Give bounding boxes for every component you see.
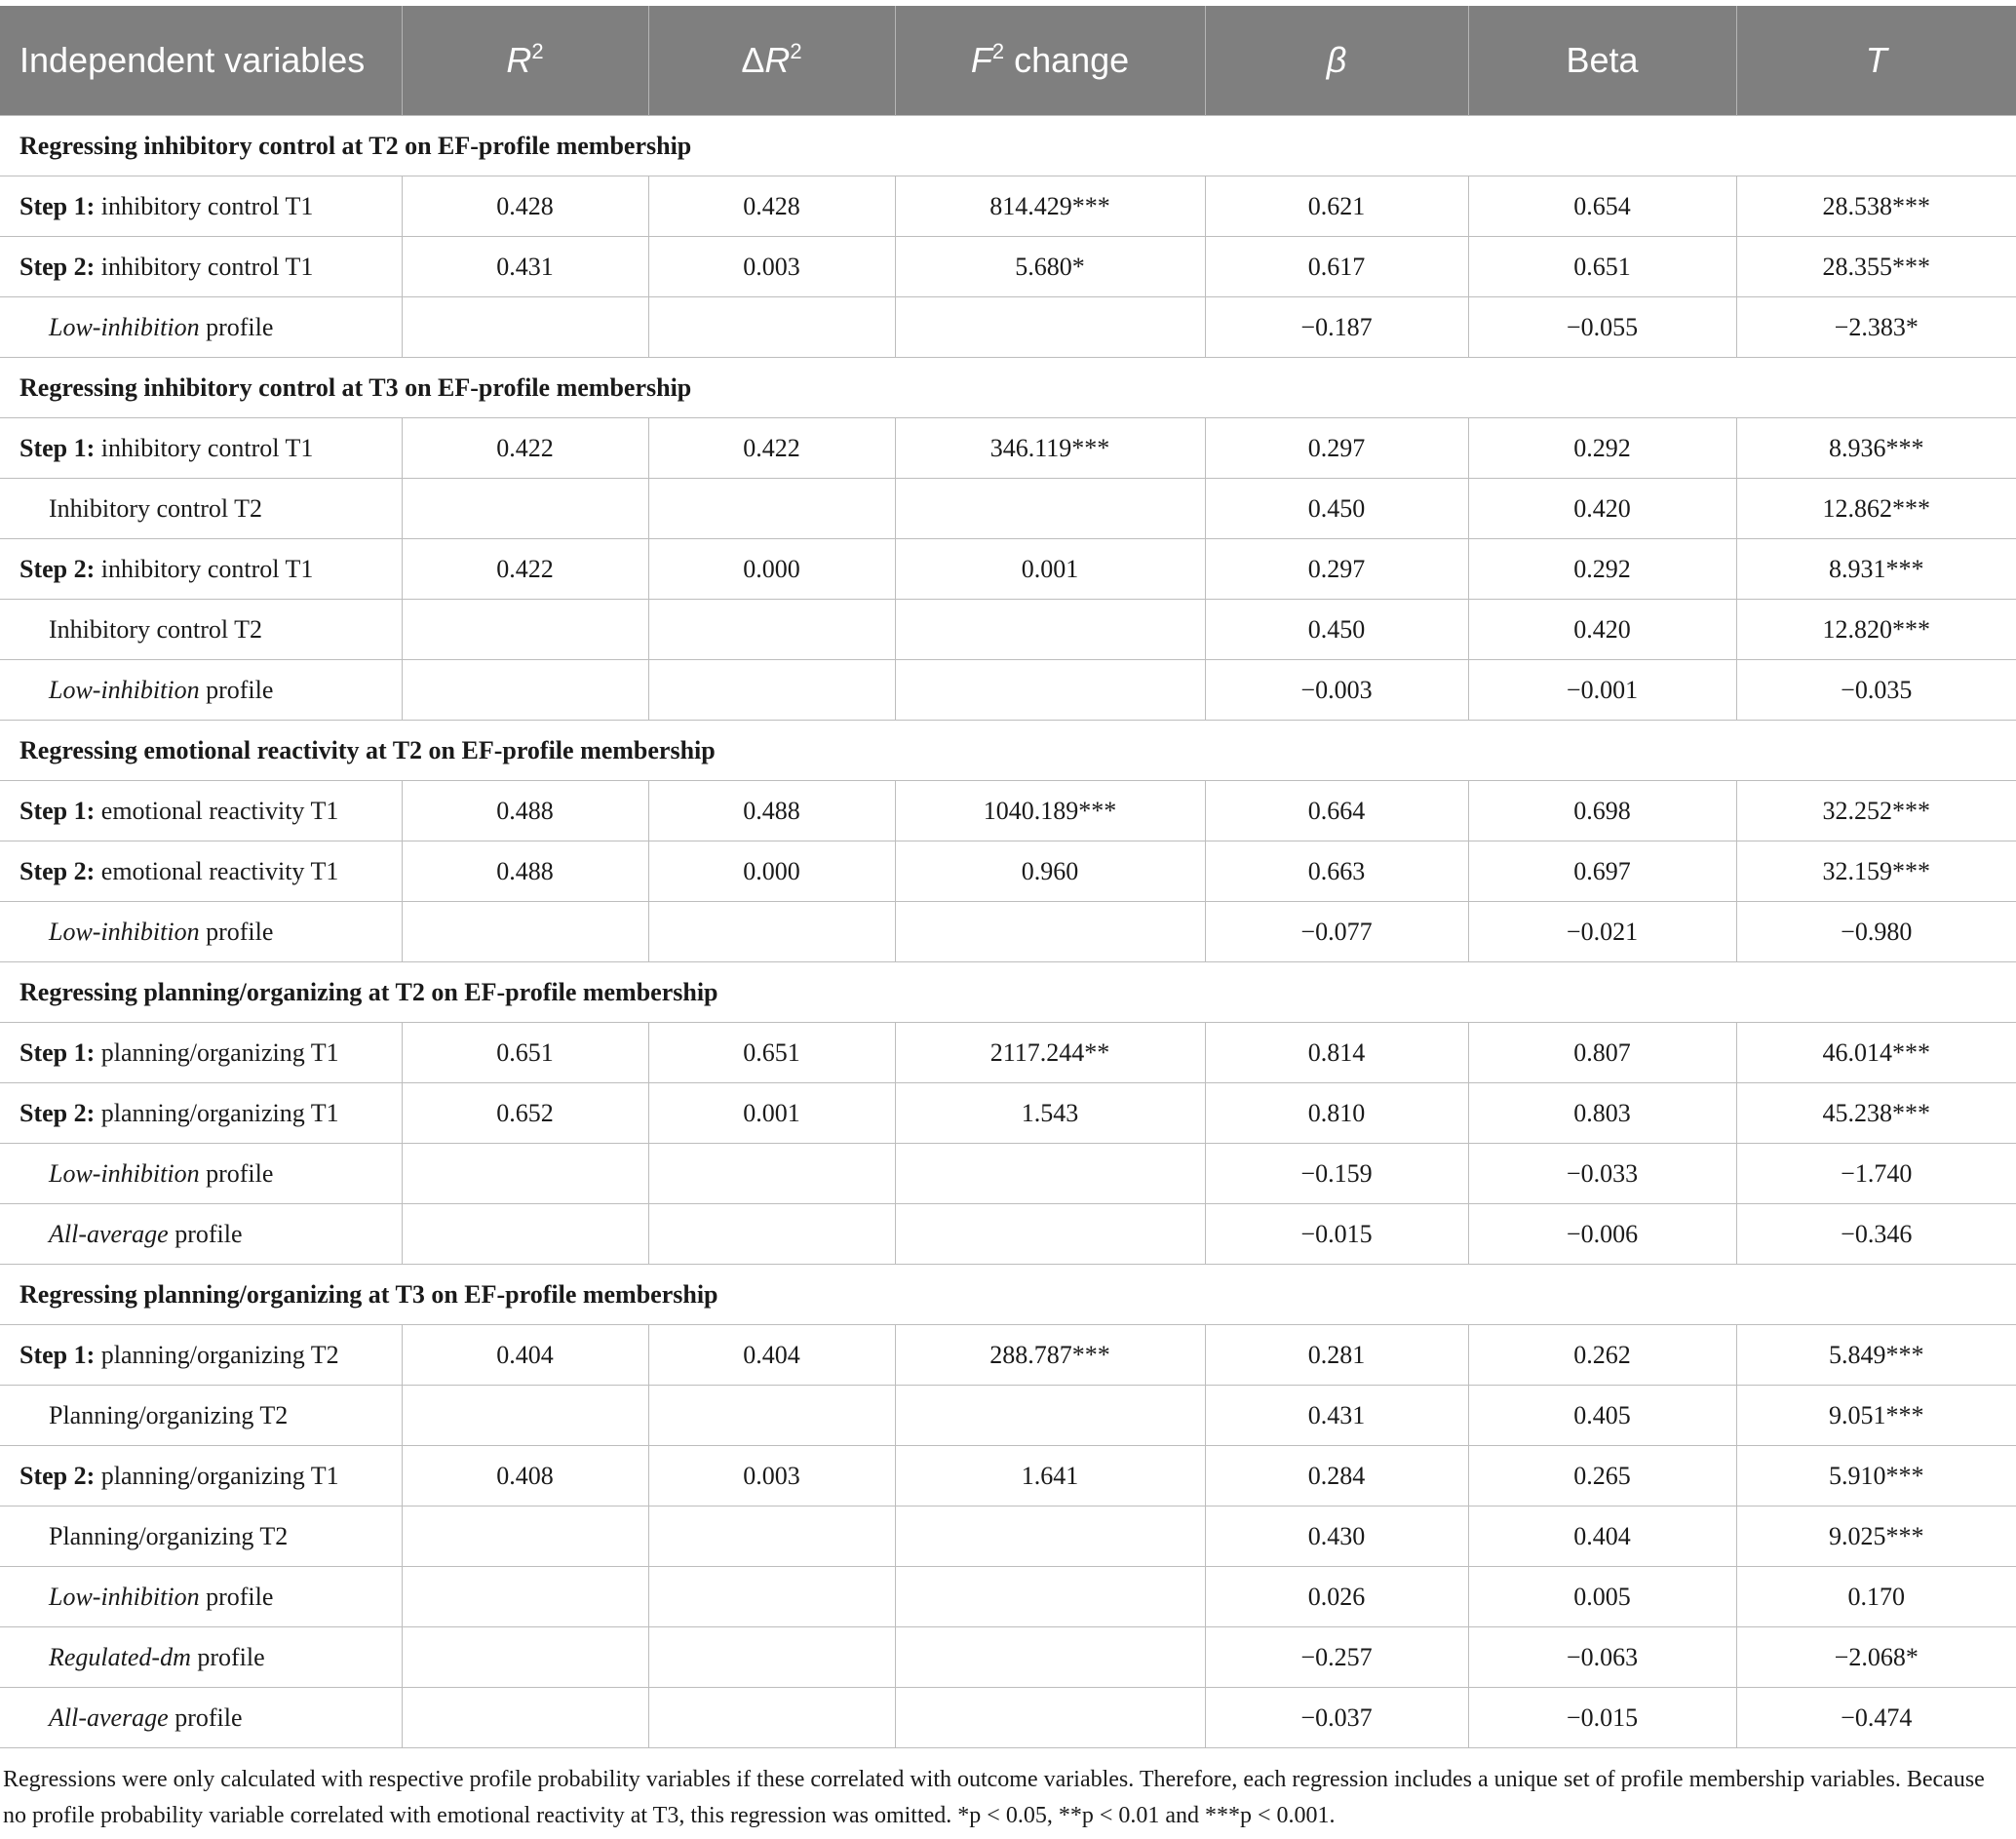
f-squared-change-cell: 0.960 <box>895 841 1205 902</box>
step-label: Step 1: <box>19 1340 96 1369</box>
table-header <box>0 6 2016 116</box>
table-row <box>0 176 2016 237</box>
delta-r-squared-cell: 0.488 <box>648 781 895 841</box>
table-row <box>0 1506 2016 1567</box>
section-header-row <box>0 962 2016 1023</box>
beta-cell: 0.262 <box>1468 1325 1736 1386</box>
variable-cell <box>0 1083 402 1144</box>
variable-cell <box>0 660 402 721</box>
beta-cell: −0.033 <box>1468 1144 1736 1204</box>
delta-r-squared-cell <box>648 1627 895 1688</box>
variable-cell <box>0 176 402 237</box>
f-squared-change-cell <box>895 479 1205 539</box>
profile-name: Low-inhibition <box>49 1158 200 1188</box>
header-row <box>0 6 2016 116</box>
delta-r-squared-cell <box>648 1506 895 1567</box>
section-title: Regressing planning/organizing at T2 on EF-profile membership <box>0 962 2016 1023</box>
b-coefficient-cell: −0.077 <box>1205 902 1468 962</box>
step-label: Step 2: <box>19 252 96 281</box>
beta-cell: −0.001 <box>1468 660 1736 721</box>
variable-label: Inhibitory control T2 <box>49 614 263 644</box>
r-squared-cell <box>402 660 648 721</box>
b-coefficient-cell: −0.187 <box>1205 297 1468 358</box>
f-squared-change-cell: 1.543 <box>895 1083 1205 1144</box>
header-independent-variables <box>0 6 402 116</box>
delta-r-squared-cell <box>648 1144 895 1204</box>
t-value-cell: 8.936*** <box>1736 418 2016 479</box>
header-beta-text: Beta <box>1566 40 1639 80</box>
t-value-cell: −0.035 <box>1736 660 2016 721</box>
t-value-cell: 8.931*** <box>1736 539 2016 600</box>
delta-r-squared-cell: 0.003 <box>648 237 895 297</box>
b-coefficient-cell: 0.284 <box>1205 1446 1468 1506</box>
delta-r-squared-cell <box>648 1386 895 1446</box>
beta-cell: −0.015 <box>1468 1688 1736 1748</box>
variable-cell <box>0 902 402 962</box>
section-title: Regressing planning/organizing at T3 on EF-profile membership <box>0 1265 2016 1325</box>
header-f-squared-change <box>895 6 1205 116</box>
r-squared-cell: 0.488 <box>402 781 648 841</box>
beta-cell: −0.055 <box>1468 297 1736 358</box>
t-value-cell: 9.051*** <box>1736 1386 2016 1446</box>
regression-table-container <box>0 6 2016 1834</box>
step-label: Step 1: <box>19 1037 96 1067</box>
delta-r-squared-cell <box>648 1688 895 1748</box>
variable-cell <box>0 841 402 902</box>
delta-r-squared-cell <box>648 297 895 358</box>
section-header-row <box>0 358 2016 418</box>
beta-cell: 0.405 <box>1468 1386 1736 1446</box>
table-row <box>0 1204 2016 1265</box>
f-squared-change-cell: 5.680* <box>895 237 1205 297</box>
r-squared-cell <box>402 600 648 660</box>
table-row <box>0 660 2016 721</box>
b-coefficient-cell: 0.026 <box>1205 1567 1468 1627</box>
table-body <box>0 116 2016 1748</box>
section-title: Regressing inhibitory control at T3 on EF-profile membership <box>0 358 2016 418</box>
t-value-cell: 0.170 <box>1736 1567 2016 1627</box>
table-row <box>0 1688 2016 1748</box>
section-title: Regressing inhibitory control at T2 on EF-profile membership <box>0 116 2016 176</box>
variable-cell <box>0 1567 402 1627</box>
r-squared-cell: 0.652 <box>402 1083 648 1144</box>
step-label: Step 2: <box>19 554 96 583</box>
header-delta-r-letter: R <box>764 40 791 80</box>
t-value-cell: 12.862*** <box>1736 479 2016 539</box>
r-squared-cell <box>402 1506 648 1567</box>
header-beta <box>1468 6 1736 116</box>
variable-cell <box>0 1506 402 1567</box>
delta-r-squared-cell: 0.000 <box>648 841 895 902</box>
profile-suffix: profile <box>199 675 274 704</box>
table-row <box>0 297 2016 358</box>
f-squared-change-cell: 346.119*** <box>895 418 1205 479</box>
f-squared-change-cell <box>895 1144 1205 1204</box>
b-coefficient-cell: 0.450 <box>1205 479 1468 539</box>
variable-label: inhibitory control T1 <box>95 252 314 281</box>
t-value-cell: 28.355*** <box>1736 237 2016 297</box>
f-squared-change-cell <box>895 1688 1205 1748</box>
beta-cell: −0.021 <box>1468 902 1736 962</box>
delta-r-squared-cell: 0.422 <box>648 418 895 479</box>
delta-r-squared-cell <box>648 902 895 962</box>
step-label: Step 1: <box>19 796 96 825</box>
variable-label: Planning/organizing T2 <box>49 1400 289 1429</box>
beta-cell: 0.420 <box>1468 479 1736 539</box>
table-row <box>0 600 2016 660</box>
profile-name: Regulated-dm <box>49 1642 191 1671</box>
section-title: Regressing emotional reactivity at T2 on EF-profile membership <box>0 721 2016 781</box>
table-row <box>0 1023 2016 1083</box>
r-squared-cell <box>402 1386 648 1446</box>
variable-cell <box>0 1688 402 1748</box>
beta-cell: −0.006 <box>1468 1204 1736 1265</box>
f-squared-change-cell <box>895 1506 1205 1567</box>
r-squared-cell <box>402 1144 648 1204</box>
variable-label: emotional reactivity T1 <box>95 796 339 825</box>
r-squared-cell <box>402 1688 648 1748</box>
beta-cell: 0.803 <box>1468 1083 1736 1144</box>
f-squared-change-cell <box>895 1386 1205 1446</box>
profile-suffix: profile <box>168 1219 243 1248</box>
variable-cell <box>0 781 402 841</box>
t-value-cell: −2.068* <box>1736 1627 2016 1688</box>
r-squared-cell <box>402 1204 648 1265</box>
variable-cell <box>0 418 402 479</box>
beta-cell: 0.697 <box>1468 841 1736 902</box>
beta-cell: 0.698 <box>1468 781 1736 841</box>
header-f-change-text: change <box>1004 40 1130 80</box>
b-coefficient-cell: −0.003 <box>1205 660 1468 721</box>
r-squared-cell: 0.422 <box>402 418 648 479</box>
table-row <box>0 1083 2016 1144</box>
header-independent-variables-text: Independent variables <box>19 40 366 80</box>
variable-label: Inhibitory control T2 <box>49 493 263 523</box>
b-coefficient-cell: 0.663 <box>1205 841 1468 902</box>
t-value-cell: −0.980 <box>1736 902 2016 962</box>
table-row <box>0 841 2016 902</box>
t-value-cell: 32.252*** <box>1736 781 2016 841</box>
b-coefficient-cell: −0.257 <box>1205 1627 1468 1688</box>
table-row <box>0 1446 2016 1506</box>
r-squared-cell <box>402 479 648 539</box>
header-beta-symbol-text: β <box>1326 40 1347 80</box>
t-value-cell: 32.159*** <box>1736 841 2016 902</box>
f-squared-change-cell <box>895 600 1205 660</box>
header-r-squared-letter: R <box>506 40 532 80</box>
delta-r-squared-cell: 0.428 <box>648 176 895 237</box>
b-coefficient-cell: 0.430 <box>1205 1506 1468 1567</box>
b-coefficient-cell: 0.814 <box>1205 1023 1468 1083</box>
table-row <box>0 1144 2016 1204</box>
f-squared-change-cell: 1040.189*** <box>895 781 1205 841</box>
beta-cell: 0.265 <box>1468 1446 1736 1506</box>
variable-label: emotional reactivity T1 <box>95 856 339 885</box>
table-row <box>0 1567 2016 1627</box>
header-t-text: T <box>1865 40 1887 80</box>
beta-cell: 0.420 <box>1468 600 1736 660</box>
f-squared-change-cell: 2117.244** <box>895 1023 1205 1083</box>
f-squared-change-cell <box>895 297 1205 358</box>
r-squared-cell <box>402 1567 648 1627</box>
regression-table <box>0 6 2016 1748</box>
b-coefficient-cell: 0.297 <box>1205 539 1468 600</box>
variable-label: planning/organizing T1 <box>95 1037 339 1067</box>
variable-cell <box>0 600 402 660</box>
delta-r-squared-cell: 0.001 <box>648 1083 895 1144</box>
beta-cell: −0.063 <box>1468 1627 1736 1688</box>
f-squared-change-cell: 288.787*** <box>895 1325 1205 1386</box>
f-squared-change-cell <box>895 1627 1205 1688</box>
variable-label: planning/organizing T1 <box>95 1461 339 1490</box>
section-header-row <box>0 721 2016 781</box>
variable-cell <box>0 237 402 297</box>
variable-cell <box>0 1204 402 1265</box>
r-squared-cell: 0.428 <box>402 176 648 237</box>
b-coefficient-cell: 0.450 <box>1205 600 1468 660</box>
f-squared-change-cell <box>895 1204 1205 1265</box>
step-label: Step 2: <box>19 1461 96 1490</box>
f-squared-change-cell <box>895 1567 1205 1627</box>
profile-suffix: profile <box>168 1702 243 1732</box>
header-delta-r-squared <box>648 6 895 116</box>
section-header-row <box>0 116 2016 176</box>
variable-label: planning/organizing T1 <box>95 1098 339 1127</box>
r-squared-cell <box>402 1627 648 1688</box>
b-coefficient-cell: −0.159 <box>1205 1144 1468 1204</box>
f-squared-change-cell <box>895 660 1205 721</box>
section-header-row <box>0 1265 2016 1325</box>
variable-cell <box>0 1386 402 1446</box>
f-squared-change-cell: 1.641 <box>895 1446 1205 1506</box>
r-squared-cell: 0.408 <box>402 1446 648 1506</box>
t-value-cell: −2.383* <box>1736 297 2016 358</box>
beta-cell: 0.292 <box>1468 539 1736 600</box>
variable-label: inhibitory control T1 <box>95 191 314 220</box>
delta-r-squared-cell: 0.000 <box>648 539 895 600</box>
beta-cell: 0.807 <box>1468 1023 1736 1083</box>
step-label: Step 2: <box>19 856 96 885</box>
profile-name: Low-inhibition <box>49 917 200 946</box>
variable-cell <box>0 1325 402 1386</box>
delta-r-squared-cell <box>648 660 895 721</box>
delta-r-squared-cell <box>648 600 895 660</box>
profile-suffix: profile <box>190 1642 265 1671</box>
profile-suffix: profile <box>199 1158 274 1188</box>
r-squared-cell: 0.431 <box>402 237 648 297</box>
t-value-cell: 28.538*** <box>1736 176 2016 237</box>
t-value-cell: 46.014*** <box>1736 1023 2016 1083</box>
b-coefficient-cell: 0.281 <box>1205 1325 1468 1386</box>
profile-name: Low-inhibition <box>49 1582 200 1611</box>
table-row <box>0 237 2016 297</box>
table-row <box>0 1386 2016 1446</box>
header-t <box>1736 6 2016 116</box>
variable-cell <box>0 297 402 358</box>
b-coefficient-cell: 0.617 <box>1205 237 1468 297</box>
f-squared-change-cell: 814.429*** <box>895 176 1205 237</box>
table-footnote: Regressions were only calculated with respective profile probability variables if these correlated with outcome variables. Therefore, each regression includes a unique set of profile membership variables. Because no profile probability variable correlated with emotional reactivity at T3, this regression was omitted. *p < 0.05, **p < 0.01 and ***p < 0.001. <box>3 1767 1985 1828</box>
profile-suffix: profile <box>199 1582 274 1611</box>
variable-label: inhibitory control T1 <box>95 554 314 583</box>
t-value-cell: 5.910*** <box>1736 1446 2016 1506</box>
variable-cell <box>0 479 402 539</box>
header-f-sup: 2 <box>991 39 1005 63</box>
profile-suffix: profile <box>199 917 274 946</box>
profile-suffix: profile <box>199 312 274 341</box>
profile-name: Low-inhibition <box>49 675 200 704</box>
delta-r-squared-cell <box>648 479 895 539</box>
t-value-cell: −0.474 <box>1736 1688 2016 1748</box>
profile-name: Low-inhibition <box>49 312 200 341</box>
r-squared-cell: 0.488 <box>402 841 648 902</box>
step-label: Step 1: <box>19 433 96 462</box>
b-coefficient-cell: 0.664 <box>1205 781 1468 841</box>
table-row <box>0 902 2016 962</box>
beta-cell: 0.654 <box>1468 176 1736 237</box>
table-row <box>0 1627 2016 1688</box>
table-row <box>0 418 2016 479</box>
variable-label: planning/organizing T2 <box>95 1340 339 1369</box>
header-delta-r-sup: 2 <box>790 39 802 63</box>
t-value-cell: −0.346 <box>1736 1204 2016 1265</box>
variable-cell <box>0 1627 402 1688</box>
b-coefficient-cell: 0.431 <box>1205 1386 1468 1446</box>
delta-r-squared-cell: 0.003 <box>648 1446 895 1506</box>
variable-label: inhibitory control T1 <box>95 433 314 462</box>
f-squared-change-cell: 0.001 <box>895 539 1205 600</box>
b-coefficient-cell: −0.037 <box>1205 1688 1468 1748</box>
beta-cell: 0.404 <box>1468 1506 1736 1567</box>
delta-r-squared-cell: 0.404 <box>648 1325 895 1386</box>
f-squared-change-cell <box>895 902 1205 962</box>
step-label: Step 2: <box>19 1098 96 1127</box>
b-coefficient-cell: 0.621 <box>1205 176 1468 237</box>
variable-cell <box>0 539 402 600</box>
profile-name: All-average <box>49 1702 169 1732</box>
t-value-cell: 45.238*** <box>1736 1083 2016 1144</box>
header-r-squared-sup: 2 <box>531 39 544 63</box>
variable-label: Planning/organizing T2 <box>49 1521 289 1550</box>
header-r-squared <box>402 6 648 116</box>
r-squared-cell: 0.404 <box>402 1325 648 1386</box>
t-value-cell: 5.849*** <box>1736 1325 2016 1386</box>
delta-r-squared-cell: 0.651 <box>648 1023 895 1083</box>
table-row <box>0 1325 2016 1386</box>
table-row <box>0 781 2016 841</box>
t-value-cell: −1.740 <box>1736 1144 2016 1204</box>
beta-cell: 0.005 <box>1468 1567 1736 1627</box>
t-value-cell: 12.820*** <box>1736 600 2016 660</box>
beta-cell: 0.292 <box>1468 418 1736 479</box>
b-coefficient-cell: 0.810 <box>1205 1083 1468 1144</box>
delta-r-squared-cell <box>648 1567 895 1627</box>
r-squared-cell <box>402 297 648 358</box>
beta-cell: 0.651 <box>1468 237 1736 297</box>
header-beta-symbol <box>1205 6 1468 116</box>
delta-r-squared-cell <box>648 1204 895 1265</box>
profile-name: All-average <box>49 1219 169 1248</box>
variable-cell <box>0 1144 402 1204</box>
r-squared-cell: 0.651 <box>402 1023 648 1083</box>
step-label: Step 1: <box>19 191 96 220</box>
header-f-letter: F <box>970 40 992 80</box>
header-delta-symbol: Δ <box>741 40 765 80</box>
variable-cell <box>0 1023 402 1083</box>
t-value-cell: 9.025*** <box>1736 1506 2016 1567</box>
r-squared-cell <box>402 902 648 962</box>
table-row <box>0 539 2016 600</box>
b-coefficient-cell: 0.297 <box>1205 418 1468 479</box>
r-squared-cell: 0.422 <box>402 539 648 600</box>
variable-cell <box>0 1446 402 1506</box>
b-coefficient-cell: −0.015 <box>1205 1204 1468 1265</box>
table-row <box>0 479 2016 539</box>
